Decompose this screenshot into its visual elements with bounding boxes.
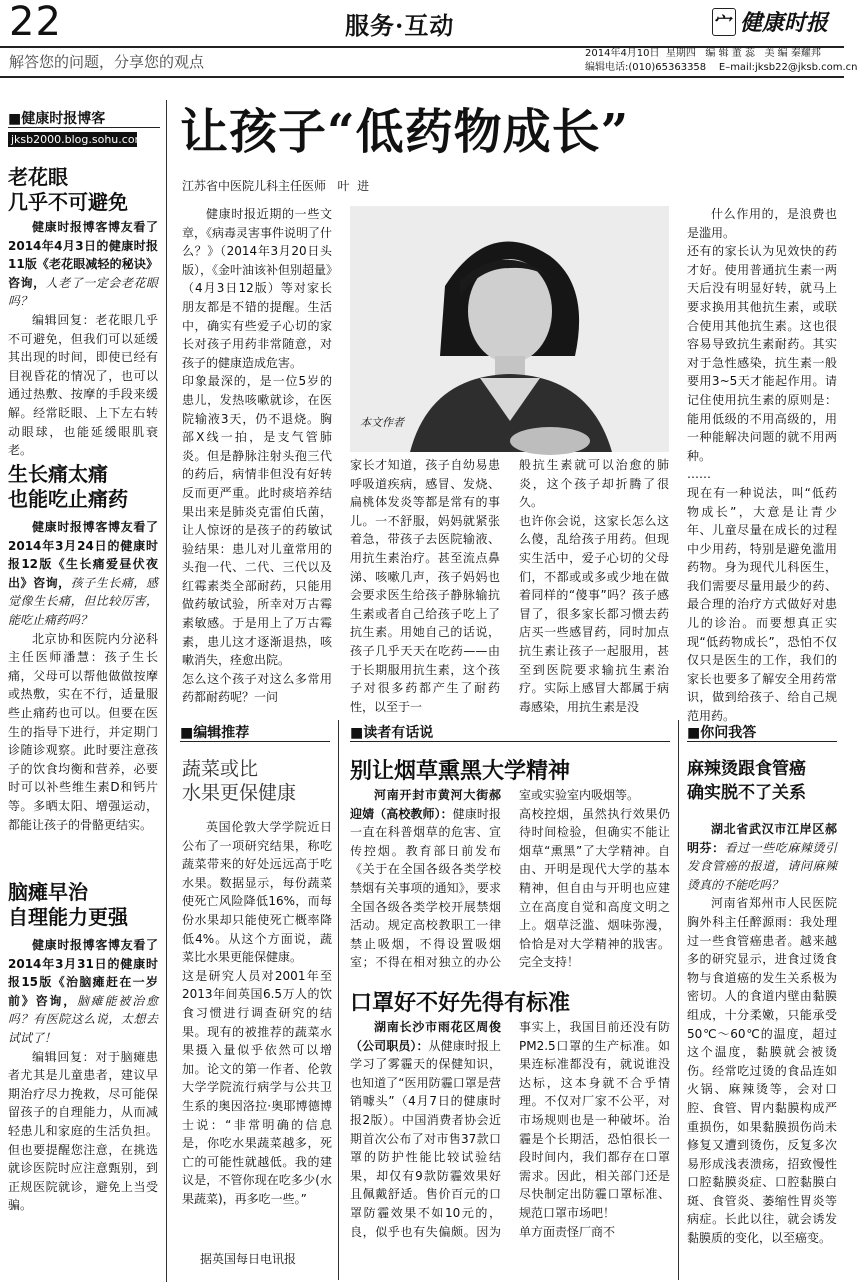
- qa-body: 湖北省武汉市江岸区郝明芬：看过一些吃麻辣烫引发食管癌的报道，请问麻辣烫真的不能吃吗？ 河南省郑州市人民医院胸外科主任醉源雨：我处理过一些食管癌患者。越来越多的研究显示，进食过烫食物与食道癌的发生关系极为密切。人的食道内壁由黏膜组成，十分柔嫩，只能承受50℃～60℃的温度，超过这个温度，黏膜就会被烫伤。经常吃过烫的食品连如火锅、麻辣烫等，会对口腔、食管、胃内黏膜构成严重损伤，如果黏膜损伤尚未修复又遭到烫伤，反复多次易形成浅表溃疡，招致慢性口腔黏膜炎症、口腔黏膜白斑、食管炎、萎缩性胃炎等病症。长此以往，就会诱发黏膜质的变化，以至癌变。: [687, 822, 837, 1246]
- main-article-col3: 般抗生素就可以治愈的肺炎，这个孩子却折腾了很久。 也许你会说，这家长怎么这么傻，乱给孩子用药。但现实生活中，爱子心切的父母们，不都或或多或少地在做着同样的“傻事”吗？孩子感冒了，很多家长都习惯去药店买一些感冒药，同时加点抗生素让孩子一起服用，甚至到医院要求输抗生素治疗。实际上感冒大都属于病毒感染，用抗生素是没: [519, 458, 669, 714]
- editor-rec-title: 蔬菜或比 水果更保健康: [182, 758, 297, 804]
- header-bottom-rule: [0, 76, 844, 78]
- page-number: 22: [9, 0, 62, 45]
- main-article-col4: 什么作用的，是浪费也是滥用。 还有的家长认为见效快的药才好。使用普通抗生素一两天后没有明显好转，就马上要求换用其他抗生素，或联合使用其他抗生素。这也很容易导致抗生素耐药。其实对于急性感染，抗生素一般要用3~5天才能起作用。请记住使用抗生素的原则是：能用低级的不用高级的，用一种能解决问题的就不用两种。 …… 现在有一种说法，叫“低药物成长”，大意是让青少年、儿童尽量在成长的过程中少用药，特别是避免滥用药物。身为现代儿科医生，我们需要尽量用最少的药、最合理的治疗方式做好对患儿的诊治。而要想真正实现“低药物成长”，恐怕不仅仅只是医生的工作，我们的家长也要多了解安全用药常识，做到给孩子、给自己规范用药。: [687, 207, 837, 724]
- column-divider: [166, 100, 167, 1282]
- photo-caption: 本文作者: [360, 416, 404, 429]
- editor-rec-section-label: ■编辑推荐: [180, 722, 330, 742]
- logo-text: 健康时报: [740, 10, 829, 36]
- column-divider: [338, 720, 339, 1280]
- article-title-presbyopia: 老花眼 几乎不可避免: [8, 165, 128, 214]
- blog-section-label: ■健康时报博客: [8, 108, 160, 128]
- qa-section-label: ■你问我答: [687, 722, 837, 742]
- blog-url[interactable]: jksb2000.blog.sohu.com: [8, 132, 137, 147]
- reader-article1-body: 河南开封市黄河大街郝迎婧（高校教师）：健康时报一直在科普烟草的危害、宣传控烟。教育部日前发布《关于在全国各级各类学校禁烟有关事项的通知》，要求全国各级各类学校开展禁烟活动。规定高校教职工一律禁止吸烟，不得设置吸烟室；不得在相对独立的办公室或实验室内吸烟等。 高校控烟，虽然执行效果仍待时间检验，但确实不能让烟草“熏黑”了大学精神。自由、开明是现代大学的基本精神，但自由与开明也应建立在高度自觉和高度文明之上。烟草泛滥、烟味弥漫，恰恰是对大学精神的戕害。完全支持！: [350, 788, 670, 970]
- article-body-presbyopia: 健康时报博客博友看了2014年4月3日的健康时报11版《老花眼减轻的秘诀》咨询，人老了一定会老花眼吗？ 编辑回复：老花眼几乎不可避免，但我们可以延缓其出现的时间，即使已经有目视昏花的情况了，也可以通过热敷、按摩的手段来缓解。经常眨眼、上下左右转动眼球，也能延缓眼肌衰老。: [8, 220, 158, 458]
- slogan: 解答您的问题，分享您的观点: [9, 53, 205, 71]
- main-article-col1: 健康时报近期的一些文章，《病毒灵害事件说明了什么？》（2014年3月20日头版），《金叶油该补但别超量》（4月3日12版）等对家长朋友都是不错的提醒。生活中，确实有些爱子心切的家长对孩子用药非常随意，对孩子的健康造成危害。 印象最深的，是一位5岁的患儿，发热咳嗽就诊，在医院输液3天，仍不退烧。胸部X线一拍，是支气管肺炎。但是静脉注射头孢三代的药后，病情非但没有好转反而更严重。此时痰培养结果出来是肺炎克雷伯氏菌，让人惊讶的是孩子的药敏试验结果：患儿对儿童常用的头孢一代、二代、三代以及红霉素类全部耐药，只能用做药敏试验，所幸对万古霉素敏感。于是用上了万古霉素，患儿这才逐渐退热，咳嗽消失，痊愈出院。 怎么这个孩子对这么多常用药都耐药呢？一问: [182, 207, 333, 705]
- qa-title: 麻辣烫跟食管癌 确实脱不了关系: [687, 759, 806, 803]
- author-photo: [350, 206, 669, 452]
- reader-article2-title: 口罩好不好先得有标准: [350, 990, 571, 1016]
- date-editors: 2014年4月10日 星期四 编 辑 董 蕊 美 编 秦耀邦: [585, 48, 821, 59]
- column-divider: [678, 720, 679, 1280]
- article-body-cerebral-palsy: 健康时报博客博友看了2014年3月31日的健康时报15版《治脑瘫赶在一岁前》咨询，脑瘫能被治愈吗？有医院这么说，太想去试试了！ 编辑回复：对于脑瘫患者尤其是儿童患者，建议早期治疗尽力挽救，尽可能保留孩子的自理能力，从而减轻患儿和家庭的生活负担。但也要提醒您注意，在挑选就诊医院时应注意甄别，到正规医院就诊，避免上当受骗。: [8, 938, 158, 1213]
- logo-mark-icon: 宀: [712, 8, 736, 36]
- main-article-title: 让孩子“低药物成长”: [180, 104, 630, 160]
- main-article-byline: 江苏省中医院儿科主任医师 叶 进: [182, 179, 370, 193]
- reader-section-label: ■读者有话说: [350, 722, 670, 742]
- editor-rec-source: 据英国每日电讯报: [200, 1252, 297, 1266]
- editor-rec-body: 英国伦敦大学学院近日公布了一项研究结果，称吃蔬菜带来的好处远远高于吃水果。数据显示，每份蔬菜使死亡风险降低16%，而每份水果却只能使死亡概率降低4%。从这个方面说，蔬菜比水果更能保健康。 这是研究人员对2001年至2013年间英国6.5万人的饮食习惯进行调查研究的结果。现有的被推荐的蔬菜水果摄入量似乎依然可以增加。论文的第一作者、伦敦大学学院流行病学与公共卫生系的奥因洛拉·奥耶博德博士说：“非常明确的信息是，你吃水果蔬菜越多，死亡的可能性就越低。我的建议是，不管你现在吃多少(水果蔬菜)，再多吃一些。”: [182, 820, 332, 1206]
- article-title-cerebral-palsy: 脑瘫早治 自理能力更强: [8, 880, 128, 929]
- contact-info: 编辑电话:(010)65363358 E–mail:jksb22@jksb.com.cn: [585, 62, 858, 73]
- reader-article2-body: 湖南长沙市雨花区周俊（公司职员）：从健康时报上学习了雾霾天的保健知识，也知道了“医用防霾口罩是营销噱头”（4月7日的健康时报2版）。中国消费者协会近期首次公布了对市售37款口罩的防护性能比较试验结果，却仅有9款防霾效果好且佩戴舒适。售价百元的口罩防霾效果不如10元的，良，似乎也有失偏颇。因为事实上，我国目前还没有防PM2.5口罩的生产标准。如果连标准都没有，就说谁没达标，这本身就不合乎情理。不仅对厂家不公平，对市场规则也是一种破坏。治霾是个长期活，恐怕很长一段时间内，我们都存在口罩需求。因此，相关部门还是尽快制定出防霾口罩标准、规范口罩市场吧！ 单方面责怪厂商不: [350, 1020, 670, 1239]
- reader-article1-title: 别让烟草熏黑大学精神: [350, 758, 571, 784]
- section-title: 服务·互动: [345, 11, 455, 40]
- article-body-growing-pains: 健康时报博客博友看了2014年3月24日的健康时报12版《生长痛爱昼伏夜出》咨询，孩子生长痛，感觉像生长痛，但比较厉害，能吃止痛药吗？ 北京协和医院内分泌科主任医师潘慧：孩子生长痛，父母可以帮他做做按摩或热敷，实在不行，适量服些止痛药也可以。但要在医生的指导下进行，并定期门诊随诊观察。此时要注意孩子的饮食均衡和营养，必要时可以补些维生素D和钙片等。多晒太阳、增强运动，都能让孩子的骨骼更结实。: [8, 520, 158, 832]
- main-article-col2: 家长才知道，孩子自幼易患呼吸道疾病，感冒、发烧、扁桃体发炎等都是常有的事儿。一不舒服，妈妈就紧张着急，带孩子去医院输液、用抗生素治疗。甚至流点鼻涕、咳嗽几声，孩子妈妈也会要求医生给孩子静脉输抗生素或者自己给孩子吃上了抗生素。用她自己的话说，孩子几乎天天在吃药——由于长期服用抗生素，这个孩子对很多药都产生了耐药性，以至于一: [350, 458, 500, 714]
- newspaper-logo: [712, 6, 828, 37]
- article-title-growing-pains: 生长痛太痛 也能吃止痛药: [8, 462, 128, 511]
